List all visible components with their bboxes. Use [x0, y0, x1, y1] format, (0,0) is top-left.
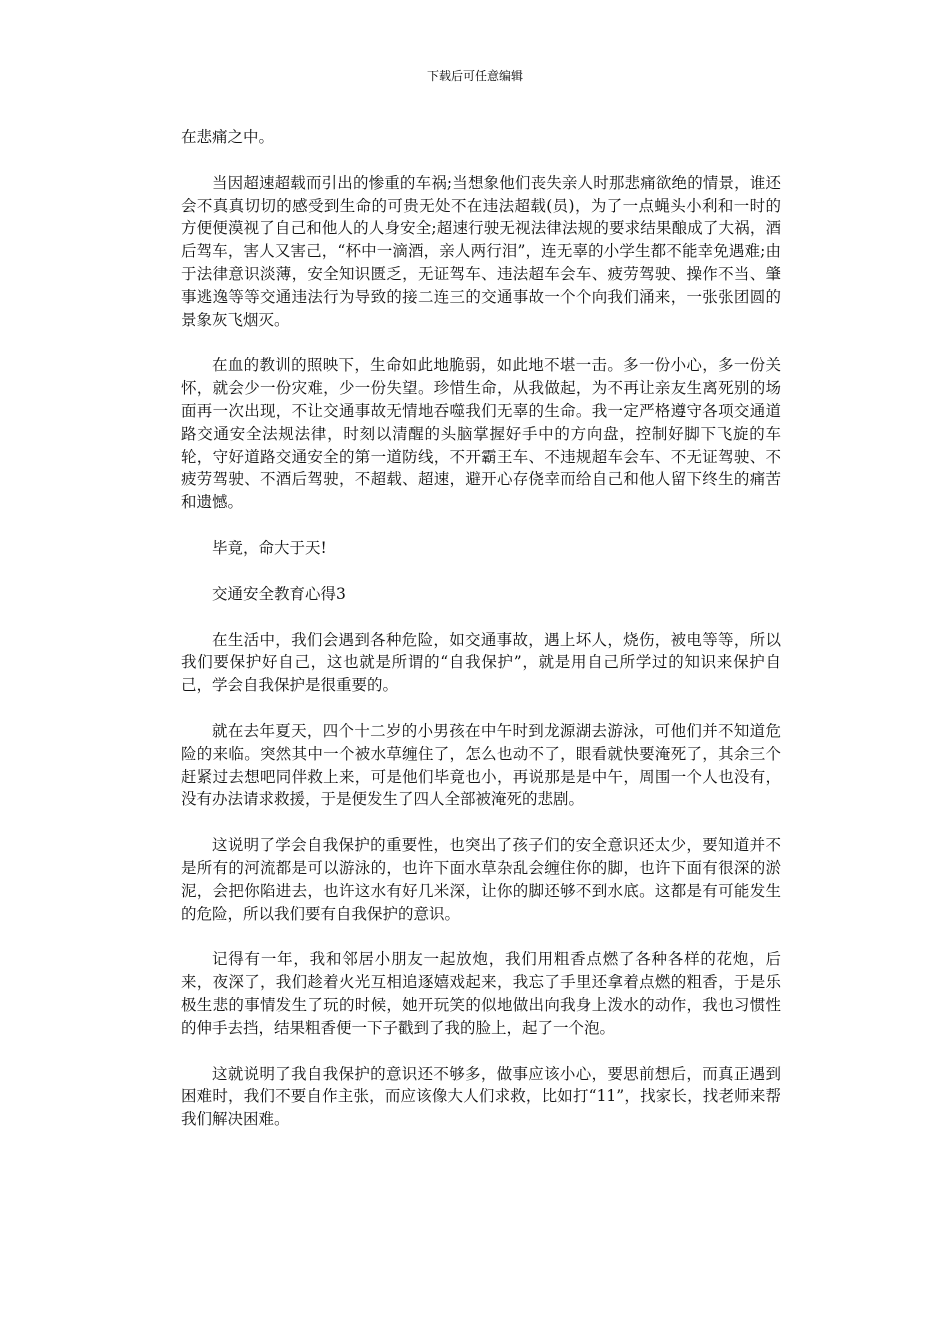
paragraph: 在生活中，我们会遇到各种危险，如交通事故，遇上坏人，烧伤，被电等等，所以我们要保护好自己，这也就是所谓的“自我保护”，就是用自己所学过的知识来保护自己，学会自我保护是很重要的。	[181, 630, 781, 695]
paragraph: 在悲痛之中。	[181, 128, 275, 146]
paragraph: 记得有一年，我和邻居小朋友一起放炮，我们用粗香点燃了各种各样的花炮，后来，夜深了，我们趁着火光互相追逐嬉戏起来，我忘了手里还拿着点燃的粗香，于是乐极生悲的事情发生了玩的时候，她开玩笑的似地做出向我身上泼水的动作，我也习惯性的伸手去挡，结果粗香便一下子戳到了我的脸上，起了一个泡。	[181, 950, 781, 1037]
paragraph: 在血的教训的照映下，生命如此地脆弱，如此地不堪一击。多一份小心，多一份关怀，就会少一份灾难，少一份失望。珍惜生命，从我做起，为不再让亲友生离死别的场面再一次出现，不让交通事故无情地吞噬我们无辜的生命。我一定严格遵守各项交通道路交通安全法规法律，时刻以清醒的头脑掌握好手中的方向盘，控制好脚下飞旋的车轮，守好道路交通安全的第一道防线，不开霸王车、不违规超车会车、不无证驾驶、不疲劳驾驶、不酒后驾驶，不超载、超速，避开心存侥幸而给自己和他人留下终生的痛苦和遗憾。	[181, 356, 781, 512]
document-body	[181, 126, 781, 1154]
section-heading: 交通安全教育心得3	[212, 584, 346, 603]
paragraph: 毕竟，命大于天!	[212, 538, 327, 557]
paragraph: 这就说明了我自我保护的意识还不够多，做事应该小心，要思前想后，而真正遇到困难时，我们不要自作主张，而应该像大人们求救，比如打“11”，找家长，找老师来帮我们解决困难。	[181, 1064, 781, 1129]
paragraph: 这说明了学会自我保护的重要性，也突出了孩子们的安全意识还太少，要知道并不是所有的河流都是可以游泳的，也许下面水草杂乱会缠住你的脚，也许下面有很深的淤泥，会把你陷进去，也许这水有好几米深，让你的脚还够不到水底。这都是有可能发生的危险，所以我们要有自我保护的意识。	[181, 836, 781, 923]
paragraph: 就在去年夏天，四个十二岁的小男孩在中午时到龙源湖去游泳，可他们并不知道危险的来临。突然其中一个被水草缠住了，怎么也动不了，眼看就快要淹死了，其余三个赶紧过去想吧同伴救上来，可是他们毕竟也小，再说那是是中午，周围一个人也没有，没有办法请求救援，于是便发生了四人全部被淹死的悲剧。	[181, 721, 781, 809]
page-header: 下载后可任意编辑	[426, 69, 523, 83]
paragraph: 当因超速超载而引出的惨重的车祸;当想象他们丧失亲人时那悲痛欲绝的情景，谁还会不真真切切的感受到生命的可贵无处不在违法超载(员)，为了一点蝇头小利和一时的方便便漠视了自己和他人的人身安全;超速行驶无视法律法规的要求结果酿成了大祸，酒后驾车，害人又害己，“杯中一滴酒，亲人两行泪”，连无辜的小学生都不能幸免遇难;由于法律意识淡薄，安全知识匮乏，无证驾车、违法超车会车、疲劳驾驶、操作不当、肇事逃逸等等交通违法行为导致的接二连三的交通事故一个个向我们涌来，一张张团圆的景象灰飞烟灭。	[181, 173, 781, 329]
